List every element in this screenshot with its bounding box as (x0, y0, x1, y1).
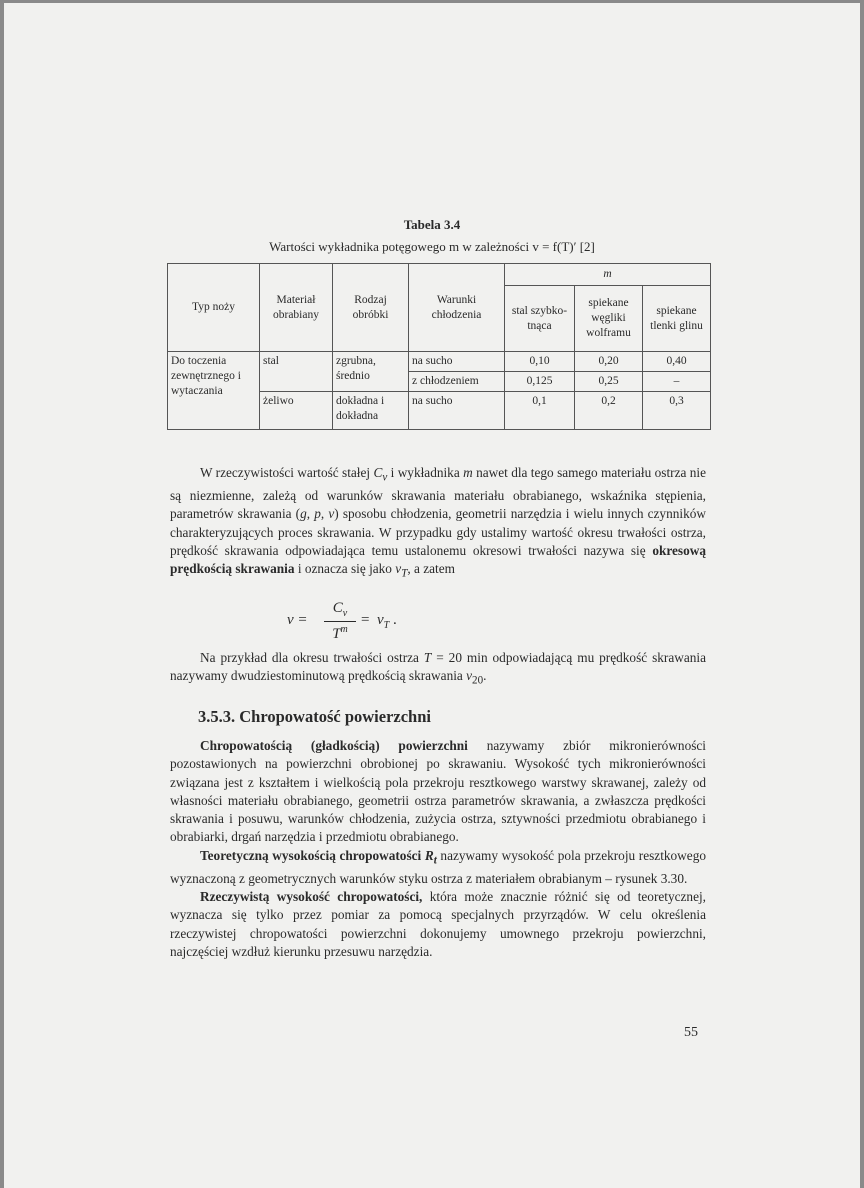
section-heading: 3.5.3. Chropowatość powierzchni (198, 707, 431, 726)
table-subtitle: Wartości wykładnika potęgowego m w zależności v = f(T)′ [2] (269, 239, 595, 254)
table-row (168, 352, 711, 372)
cell-value: 0,10 (505, 352, 575, 372)
cell-warunki: na sucho (409, 352, 505, 372)
header-typ: Typ noży (168, 264, 260, 352)
cell-value: 0,125 (505, 372, 575, 392)
paragraph-1: W rzeczywistości wartość stałej $C_v$ i wykładnika m nawet dla tego samego materiału ostrza nie są niezmienne, zależą od warunków skrawania materiału obrabianego, wskaźnika stępienia, parametrów skrawania (g, p, v) sposobu chłodzenia, geometrii narzędzia i wielu innych czynników charakteryzujących proces skrawania. W przypadku gdy ustalimy wartość okresu trwałości ostrza, prędkość skrawania odpowiadająca temu ustalonemu okresowi trwałości nazywa się okresową prędkością skrawania i oznacza się jako $v_T$, a zatem (170, 465, 706, 580)
cell-material: stal (260, 352, 333, 392)
cell-rodzaj: dokładna i dokładna (333, 392, 409, 430)
data-table (167, 263, 711, 430)
page-number: 55 (684, 1025, 698, 1040)
cell-value: 0,2 (575, 392, 643, 430)
header-m: m (505, 264, 711, 286)
cell-warunki: z chłodzeniem (409, 372, 505, 392)
cell-value: 0,20 (575, 352, 643, 372)
header-spiekane-wegliki: spiekane węgliki wolframu (575, 286, 643, 352)
cell-value: 0,40 (643, 352, 711, 372)
cell-value: – (643, 372, 711, 392)
cell-material: żeliwo (260, 392, 333, 430)
cell-value: 0,25 (575, 372, 643, 392)
paragraph-3: Chropowatością (gładkością) powierzchni nazywamy zbiór mikronierówności pozostawionych na powierzchni obrobionej po skrawaniu. Wysokość tych mikronierówności związana jest z kształtem i wielkością pola przekroju resztkowego warstwy skrawanej, zależy od własności materiału obrabianego, geometrii ostrza parametrów skrawania, a zwłaszcza prędkości skrawania i posuwu, warunków chłodzenia, zużycia ostrza, sztywności przedmiotu obrabianego i obrabiarki, drgań narzędzia i przedmiotu obrabianego. Teoretyczną wysokością chropowatości $R_t$ nazywamy wysokość pola przekroju resztkowego wyznaczoną z geometrycznych warunków styku ostrza z materiałem obrabianym – rysunek 3.30. Rzeczywistą wysokość chropowatości, która może znacznie różnić się od teoretycznej, wyznacza się tylko przez pomiar za pomocą specjalnych przyrządów. W celu określenia rzeczywistej chropowatości powierzchni dokonujemy umownego przekroju powierzchni, najczęściej wzdłuż kierunku przesuwu narzędzia. (170, 738, 706, 959)
header-rodzaj: Rodzaj obróbki (333, 264, 409, 352)
cell-typ: Do toczenia zewnętrznego i wytaczania (168, 352, 260, 430)
cell-value: 0,1 (505, 392, 575, 430)
cell-rodzaj: zgrubna, średnio (333, 352, 409, 392)
document-page (4, 3, 860, 1188)
cell-value: 0,3 (643, 392, 711, 430)
table-title: Tabela 3.4 (403, 217, 461, 232)
header-warunki: Warunki chłodzenia (409, 264, 505, 352)
header-material: Materiał obrabiany (260, 264, 333, 352)
header-stal: stal szybko-tnąca (505, 286, 575, 352)
cell-warunki: na sucho (409, 392, 505, 430)
formula: v = $C_v$ $T^m$ = $v_T$ . (287, 600, 397, 642)
header-spiekane-tlenki: spiekane tlenki glinu (643, 286, 711, 352)
paragraph-2: Na przykład dla okresu trwałości ostrza T = 20 min odpowiadającą mu prędkość skrawania nazywamy dwudziestominutową prędkością skrawania $v_{20}$. (170, 650, 707, 687)
